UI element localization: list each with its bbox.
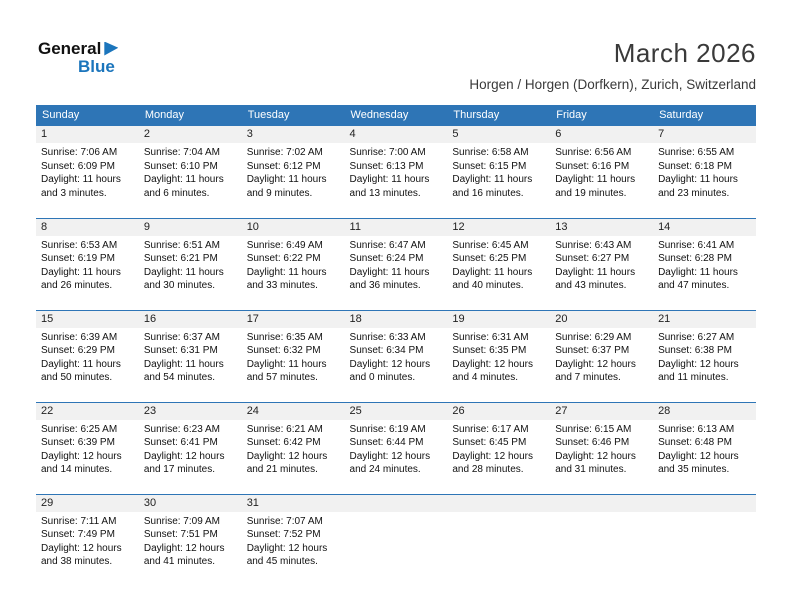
day-number: 13 (550, 219, 653, 236)
day-cell (36, 494, 139, 586)
sunrise-text: Sunrise: 6:53 AM (41, 239, 118, 251)
sunset-text: Sunset: 6:44 PM (349, 437, 424, 448)
sunrise-text: Sunrise: 6:21 AM (246, 423, 323, 435)
day-details (653, 328, 756, 385)
daylight-text: Daylight: 12 hours and 35 minutes. (658, 450, 739, 475)
day-details (242, 512, 345, 569)
daylight-text: Daylight: 11 hours and 6 minutes. (143, 174, 224, 199)
daylight-text: Daylight: 11 hours and 23 minutes. (658, 174, 738, 199)
day-cell (139, 218, 242, 310)
day-number (653, 495, 756, 512)
day-details (447, 420, 550, 477)
day-number: 11 (345, 219, 448, 236)
day-details (653, 236, 756, 293)
day-details (36, 512, 139, 569)
sunrise-text: Sunrise: 7:00 AM (349, 147, 426, 158)
sunset-text: Sunset: 6:22 PM (246, 253, 321, 264)
weekday-header-saturday: Saturday (653, 105, 756, 126)
daylight-text: Daylight: 12 hours and 14 minutes. (41, 450, 122, 475)
sunrise-text: Sunrise: 6:35 AM (246, 331, 323, 343)
day-number: 26 (447, 403, 550, 420)
day-number: 29 (36, 495, 139, 512)
day-number: 23 (139, 403, 242, 420)
sunset-text: Sunset: 6:25 PM (452, 253, 527, 264)
daylight-text: Daylight: 12 hours and 45 minutes. (246, 542, 328, 567)
logo-general-label: General (38, 39, 102, 58)
day-cell (653, 126, 756, 218)
daylight-text: Daylight: 11 hours and 50 minutes. (41, 358, 121, 383)
page-title: March 2026 (613, 38, 756, 68)
day-number (550, 495, 653, 512)
sunset-text: Sunset: 6:13 PM (349, 160, 424, 172)
day-number: 22 (36, 403, 139, 420)
sunrise-text: Sunrise: 6:47 AM (349, 239, 426, 251)
day-number: 2 (139, 126, 242, 143)
weekday-header-tuesday: Tuesday (242, 105, 345, 126)
day-details (139, 236, 242, 293)
sunrise-text: Sunrise: 6:25 AM (41, 423, 118, 435)
sunset-text: Sunset: 6:39 PM (41, 437, 115, 448)
day-cell (345, 402, 448, 494)
sunrise-text: Sunrise: 6:33 AM (349, 331, 426, 343)
day-details (653, 420, 756, 477)
sunrise-text: Sunrise: 7:11 AM (41, 515, 117, 527)
sunset-text: Sunset: 6:48 PM (658, 437, 732, 448)
day-cell (447, 218, 550, 310)
daylight-text: Daylight: 11 hours and 3 minutes. (41, 174, 121, 199)
day-details (139, 420, 242, 477)
header-titles (469, 38, 756, 92)
day-cell (242, 402, 345, 494)
day-number: 1 (36, 126, 139, 143)
day-cell (550, 126, 653, 218)
daylight-text: Daylight: 12 hours and 0 minutes. (349, 358, 431, 383)
day-cell (139, 126, 242, 218)
sunset-text: Sunset: 6:45 PM (452, 437, 527, 448)
daylight-text: Daylight: 11 hours and 30 minutes. (143, 266, 224, 291)
daylight-text: Daylight: 12 hours and 41 minutes. (143, 542, 225, 567)
sunrise-text: Sunrise: 6:56 AM (555, 147, 632, 158)
daylight-text: Daylight: 12 hours and 7 minutes. (555, 358, 636, 383)
calendar-table (36, 105, 756, 586)
empty-day-cell (345, 494, 448, 586)
day-details (345, 143, 448, 200)
day-cell (345, 126, 448, 218)
sunset-text: Sunset: 6:42 PM (246, 437, 321, 448)
sunrise-text: Sunrise: 6:19 AM (349, 423, 426, 435)
day-details (242, 328, 345, 385)
sunset-text: Sunset: 6:35 PM (452, 345, 527, 356)
day-details (345, 420, 448, 477)
day-number: 28 (653, 403, 756, 420)
sunrise-text: Sunrise: 7:02 AM (246, 147, 323, 158)
week-row (36, 126, 756, 218)
day-number: 18 (345, 311, 448, 328)
day-cell (653, 402, 756, 494)
day-number: 5 (447, 126, 550, 143)
daylight-text: Daylight: 12 hours and 24 minutes. (349, 450, 431, 475)
daylight-text: Daylight: 11 hours and 33 minutes. (246, 266, 327, 291)
day-details (550, 328, 653, 385)
week-row (36, 310, 756, 402)
day-number: 14 (653, 219, 756, 236)
daylight-text: Daylight: 11 hours and 57 minutes. (246, 358, 327, 383)
day-details (550, 143, 653, 200)
week-row (36, 494, 756, 586)
day-cell (36, 402, 139, 494)
weekday-header-sunday: Sunday (36, 105, 139, 126)
sunrise-text: Sunrise: 6:49 AM (246, 239, 323, 251)
daylight-text: Daylight: 12 hours and 31 minutes. (555, 450, 636, 475)
sunrise-text: Sunrise: 7:09 AM (143, 515, 220, 527)
sunset-text: Sunset: 6:28 PM (658, 253, 732, 264)
day-details (139, 143, 242, 200)
day-cell (139, 402, 242, 494)
daylight-text: Daylight: 11 hours and 54 minutes. (143, 358, 224, 383)
day-number: 25 (345, 403, 448, 420)
day-details (36, 420, 139, 477)
sunrise-text: Sunrise: 6:37 AM (143, 331, 220, 343)
sunrise-text: Sunrise: 6:27 AM (658, 331, 735, 343)
sunset-text: Sunset: 6:19 PM (41, 253, 115, 264)
sunset-text: Sunset: 7:49 PM (41, 529, 115, 540)
sunset-text: Sunset: 6:09 PM (41, 160, 115, 172)
day-details (345, 236, 448, 293)
sunset-text: Sunset: 6:12 PM (246, 160, 321, 172)
day-number: 21 (653, 311, 756, 328)
sunrise-text: Sunrise: 7:06 AM (41, 147, 118, 158)
sunset-text: Sunset: 6:46 PM (555, 437, 630, 448)
sunrise-text: Sunrise: 6:58 AM (452, 147, 529, 158)
day-number: 17 (242, 311, 345, 328)
day-details (36, 236, 139, 293)
sunrise-text: Sunrise: 6:29 AM (555, 331, 632, 343)
daylight-text: Daylight: 12 hours and 21 minutes. (246, 450, 328, 475)
general-blue-logo (38, 40, 118, 75)
daylight-text: Daylight: 11 hours and 13 minutes. (349, 174, 430, 199)
logo-triangle-icon (104, 42, 118, 56)
sunset-text: Sunset: 6:18 PM (658, 160, 732, 172)
sunrise-text: Sunrise: 7:07 AM (246, 515, 323, 527)
sunset-text: Sunset: 6:27 PM (555, 253, 630, 264)
day-number (345, 495, 448, 512)
day-cell (242, 494, 345, 586)
empty-day-cell (447, 494, 550, 586)
daylight-text: Daylight: 11 hours and 19 minutes. (555, 174, 636, 199)
daylight-text: Daylight: 11 hours and 47 minutes. (658, 266, 738, 291)
day-cell (447, 402, 550, 494)
sunset-text: Sunset: 6:41 PM (143, 437, 218, 448)
daylight-text: Daylight: 11 hours and 36 minutes. (349, 266, 430, 291)
day-details (139, 328, 242, 385)
sunset-text: Sunset: 6:16 PM (555, 160, 630, 172)
day-cell (550, 402, 653, 494)
sunrise-text: Sunrise: 6:39 AM (41, 331, 118, 343)
day-cell (653, 218, 756, 310)
sunrise-text: Sunrise: 6:43 AM (555, 239, 632, 251)
day-number: 30 (139, 495, 242, 512)
sunset-text: Sunset: 6:15 PM (452, 160, 527, 172)
weekday-header-thursday: Thursday (447, 105, 550, 126)
sunrise-text: Sunrise: 7:04 AM (143, 147, 220, 158)
daylight-text: Daylight: 11 hours and 40 minutes. (452, 266, 533, 291)
day-cell (242, 310, 345, 402)
daylight-text: Daylight: 12 hours and 4 minutes. (452, 358, 533, 383)
day-number: 19 (447, 311, 550, 328)
logo-blue-label: Blue (78, 57, 115, 76)
day-cell (550, 310, 653, 402)
daylight-text: Daylight: 11 hours and 9 minutes. (246, 174, 327, 199)
sunrise-text: Sunrise: 6:31 AM (452, 331, 529, 343)
sunset-text: Sunset: 6:38 PM (658, 345, 732, 356)
daylight-text: Daylight: 12 hours and 17 minutes. (143, 450, 225, 475)
day-details (345, 328, 448, 385)
day-number: 16 (139, 311, 242, 328)
day-details (36, 328, 139, 385)
week-row (36, 218, 756, 310)
day-number: 24 (242, 403, 345, 420)
day-number: 7 (653, 126, 756, 143)
sunset-text: Sunset: 6:29 PM (41, 345, 115, 356)
sunset-text: Sunset: 6:34 PM (349, 345, 424, 356)
day-details (447, 328, 550, 385)
day-number: 15 (36, 311, 139, 328)
daylight-text: Daylight: 11 hours and 26 minutes. (41, 266, 121, 291)
day-number: 9 (139, 219, 242, 236)
day-details (242, 420, 345, 477)
day-details (550, 236, 653, 293)
empty-day-cell (550, 494, 653, 586)
day-number: 3 (242, 126, 345, 143)
day-number: 27 (550, 403, 653, 420)
weekday-header-row (36, 105, 756, 126)
sunrise-text: Sunrise: 6:13 AM (658, 423, 735, 435)
day-details (36, 143, 139, 200)
weekday-header-monday: Monday (139, 105, 242, 126)
sunrise-text: Sunrise: 6:41 AM (658, 239, 735, 251)
sunset-text: Sunset: 6:10 PM (143, 160, 218, 172)
sunset-text: Sunset: 6:32 PM (246, 345, 321, 356)
daylight-text: Daylight: 12 hours and 38 minutes. (41, 542, 122, 567)
weekday-header-wednesday: Wednesday (345, 105, 448, 126)
day-number: 8 (36, 219, 139, 236)
empty-day-cell (653, 494, 756, 586)
day-cell (36, 310, 139, 402)
week-row (36, 402, 756, 494)
day-number: 4 (345, 126, 448, 143)
day-details (653, 143, 756, 200)
daylight-text: Daylight: 12 hours and 28 minutes. (452, 450, 533, 475)
daylight-text: Daylight: 12 hours and 11 minutes. (658, 358, 739, 383)
sunrise-text: Sunrise: 6:15 AM (555, 423, 632, 435)
daylight-text: Daylight: 11 hours and 16 minutes. (452, 174, 533, 199)
day-number: 10 (242, 219, 345, 236)
day-details (242, 236, 345, 293)
day-cell (447, 310, 550, 402)
day-details (139, 512, 242, 569)
day-details (447, 143, 550, 200)
day-cell (139, 310, 242, 402)
day-cell (447, 126, 550, 218)
day-cell (345, 310, 448, 402)
sunrise-text: Sunrise: 6:17 AM (452, 423, 529, 435)
day-cell (242, 218, 345, 310)
day-number (447, 495, 550, 512)
sunset-text: Sunset: 6:37 PM (555, 345, 630, 356)
page-subtitle: Horgen / Horgen (Dorfkern), Zurich, Switzerland (469, 77, 756, 92)
day-cell (36, 218, 139, 310)
day-details (550, 420, 653, 477)
sunrise-text: Sunrise: 6:55 AM (658, 147, 735, 158)
weekday-header-friday: Friday (550, 105, 653, 126)
sunset-text: Sunset: 7:52 PM (246, 529, 321, 540)
day-cell (242, 126, 345, 218)
logo-text-general (38, 40, 118, 57)
day-number: 12 (447, 219, 550, 236)
sunrise-text: Sunrise: 6:23 AM (143, 423, 220, 435)
sunrise-text: Sunrise: 6:45 AM (452, 239, 529, 251)
day-number: 6 (550, 126, 653, 143)
day-cell (36, 126, 139, 218)
sunset-text: Sunset: 7:51 PM (143, 529, 218, 540)
day-details (447, 236, 550, 293)
sunrise-text: Sunrise: 6:51 AM (143, 239, 220, 251)
sunset-text: Sunset: 6:24 PM (349, 253, 424, 264)
day-cell (345, 218, 448, 310)
daylight-text: Daylight: 11 hours and 43 minutes. (555, 266, 636, 291)
day-number: 20 (550, 311, 653, 328)
day-cell (139, 494, 242, 586)
sunset-text: Sunset: 6:31 PM (143, 345, 218, 356)
day-cell (550, 218, 653, 310)
day-cell (653, 310, 756, 402)
day-details (242, 143, 345, 200)
day-number: 31 (242, 495, 345, 512)
sunset-text: Sunset: 6:21 PM (143, 253, 218, 264)
